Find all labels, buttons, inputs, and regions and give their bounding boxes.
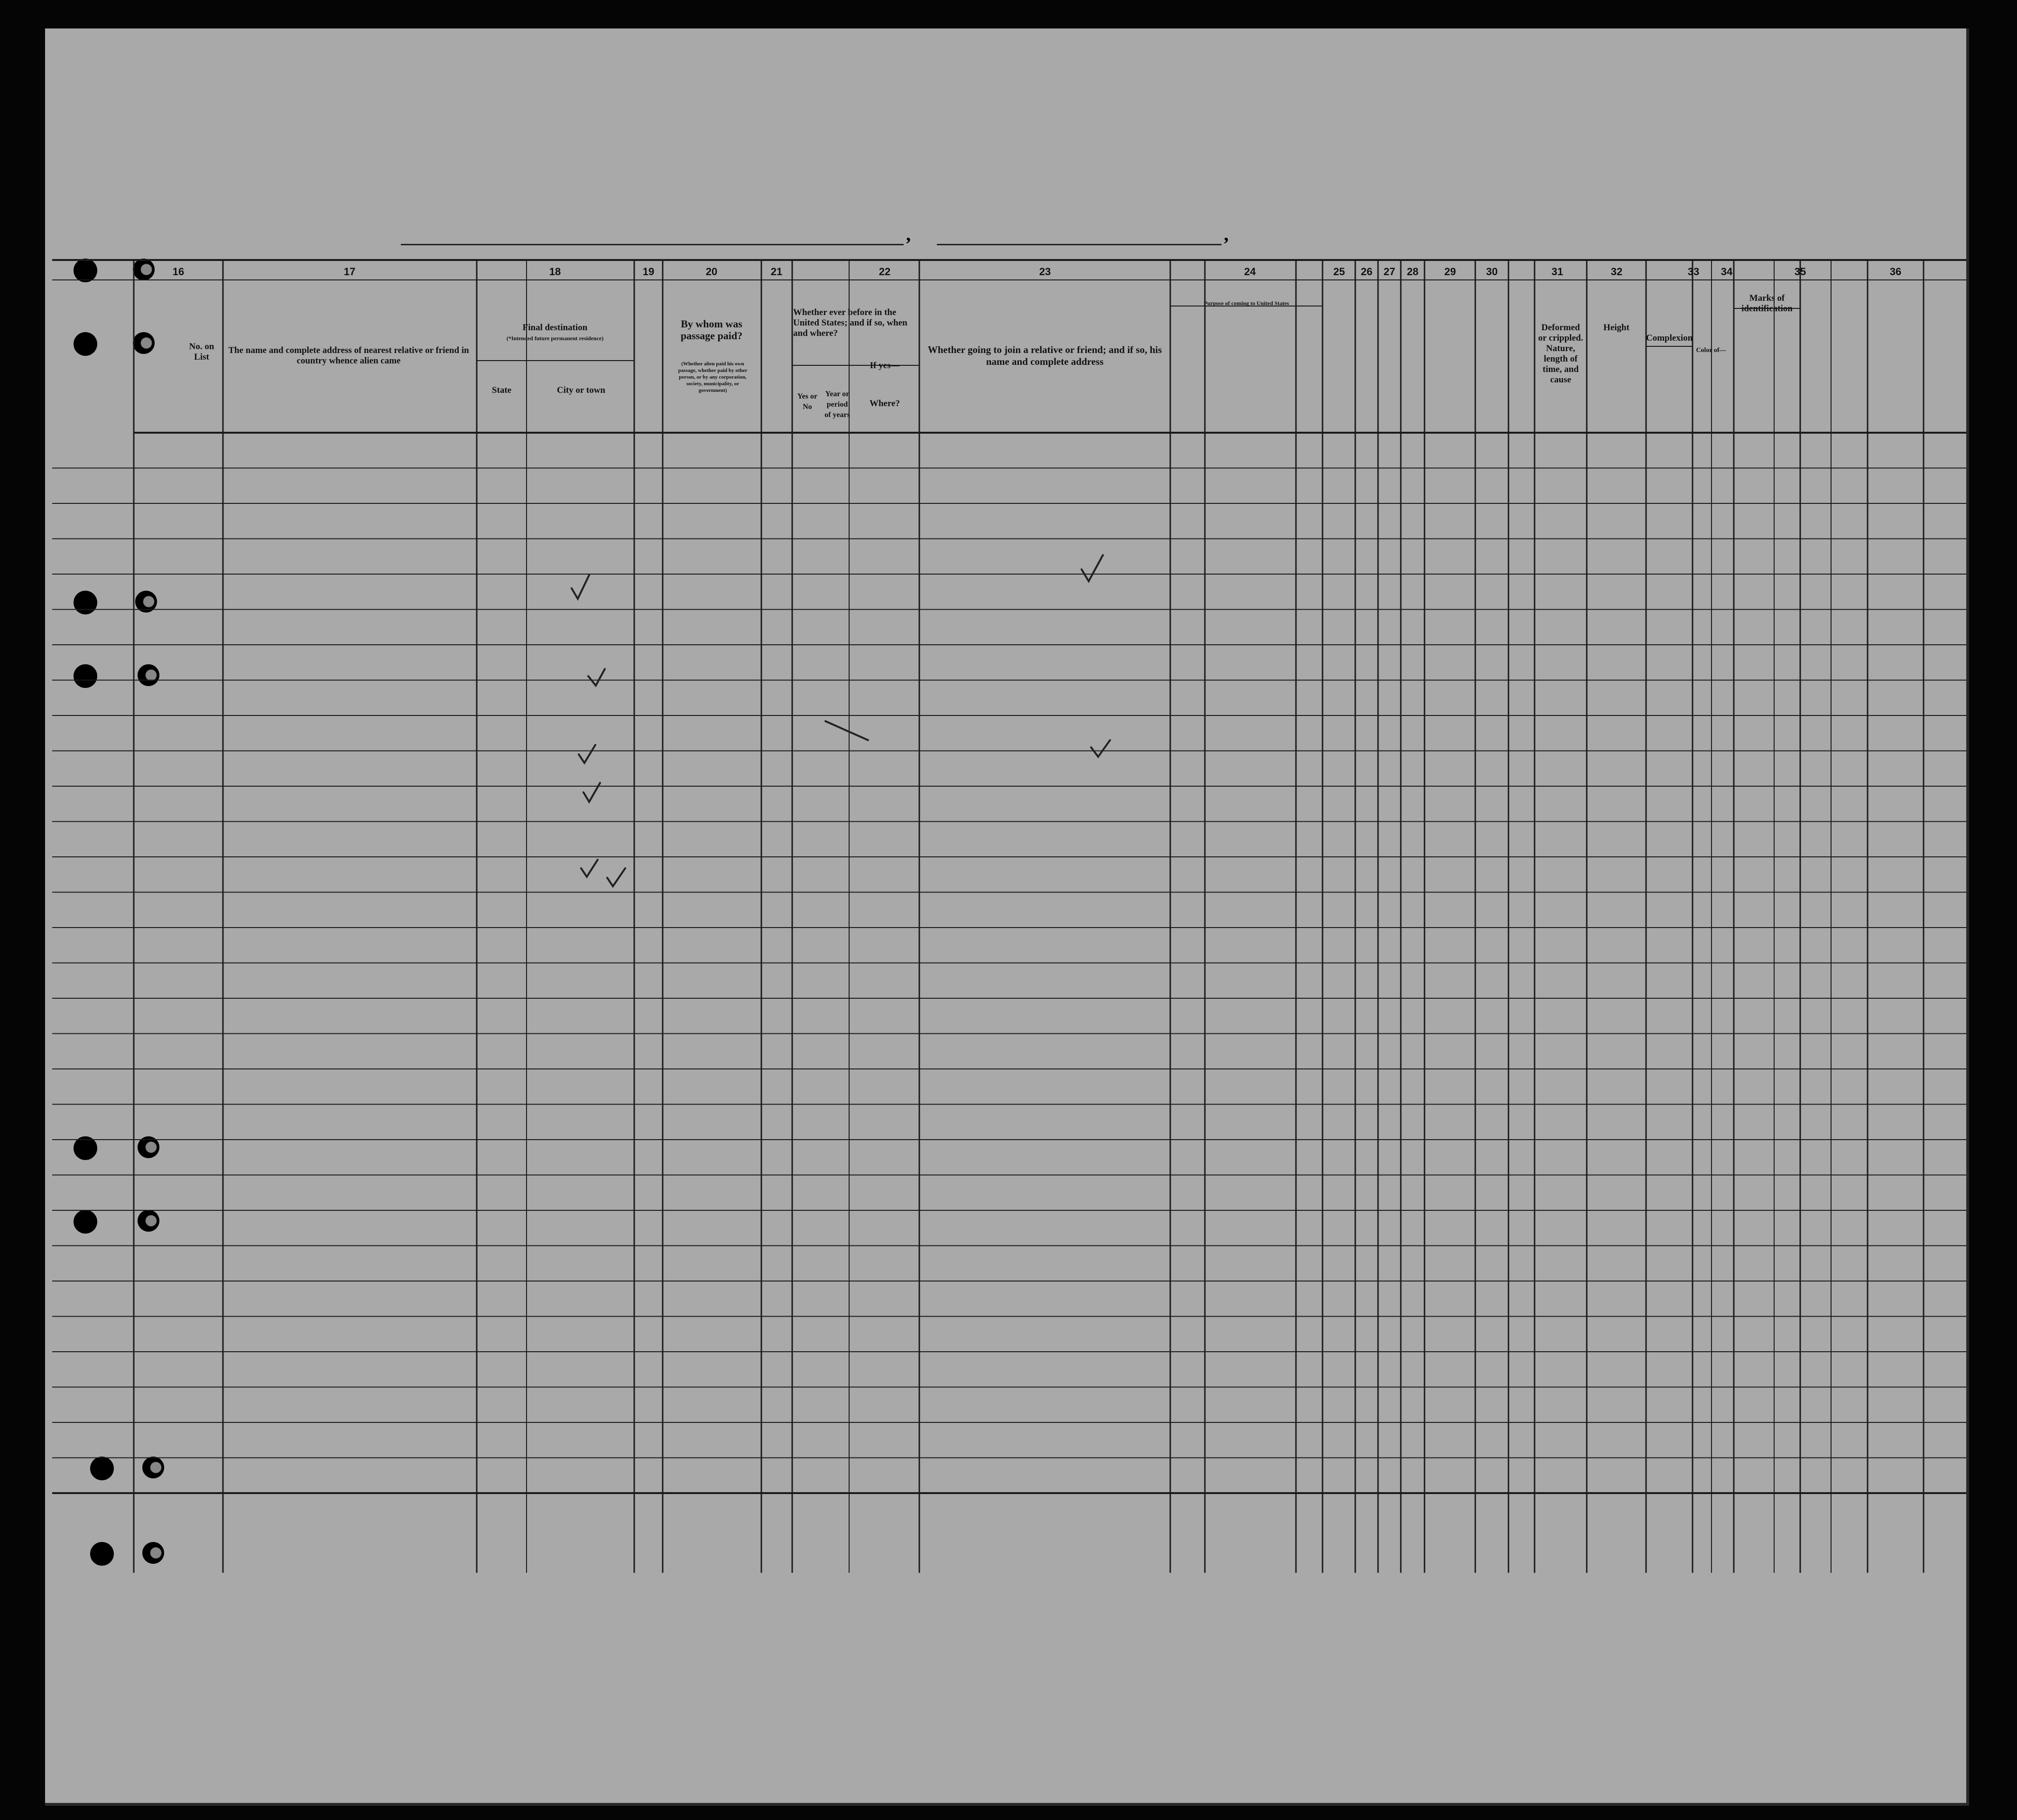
column-number: 33 [1687,266,1700,278]
comma-2: , [1224,223,1229,245]
column-number: 16 [172,266,185,278]
check-mark [572,575,589,599]
column-number: 36 [1889,266,1902,278]
check-mark [607,868,625,886]
col-before-where: Where? [869,399,900,409]
col-color-header: Marks of identification [1741,293,1793,314]
comma-1: , [906,223,911,245]
column-number: 20 [705,266,718,278]
column-number: 23 [1039,266,1051,278]
check-mark [588,669,605,686]
column-number: 21 [770,266,783,278]
col-before-header: Whether ever before in the United States; and if so, when and where? [793,307,907,338]
column-number: 24 [1244,266,1256,278]
column-number: 22 [879,266,891,278]
col-relative-header: The name and complete address of nearest relative or friend in country whence alien came [228,345,469,366]
check-mark [1082,555,1103,581]
col-height-header: Complexion [1646,333,1693,343]
column-number: 31 [1551,266,1564,278]
column-number: 28 [1406,266,1419,278]
column-number: 35 [1794,266,1806,278]
col-before-year: Year or period of years [824,390,850,419]
column-number: 18 [549,266,561,278]
col-complexion-header: Color of— [1696,347,1726,354]
column-number: 34 [1721,266,1733,278]
col-final-dest-sub: (*Intended future permanent residence) [506,335,604,342]
column-number: 32 [1610,266,1623,278]
column-number: 27 [1383,266,1396,278]
column-number: 25 [1333,266,1345,278]
check-mark [1091,740,1110,757]
pen-stroke [825,721,868,740]
col-paid-header: By whom was passage paid? [680,318,743,342]
col-final-dest-header: Final destination [522,323,588,333]
col-health-header: Deformed or crippled. Nature, length of time, and cause [1538,323,1583,385]
col-join-header: Whether going to join a relative or friend; and if so, his name and complete address [927,344,1162,367]
column-number: 19 [642,266,655,278]
check-mark [583,783,600,802]
check-mark [579,745,595,763]
col-before-yesno: Yes or No [797,392,818,411]
column-number: 26 [1360,266,1373,278]
column-number: 30 [1486,266,1498,278]
col-paid-sub: (Whether alien paid his own passage, whether paid by other person, or by any corporation, society, municipality, or government) [678,361,748,393]
check-mark [581,860,598,877]
col-city-header: City or town [556,385,606,395]
col-purpose-header: Purpose of coming to United States [1203,300,1289,306]
col-before-ifyes: If yes— [870,361,900,371]
col-no-on-list-header: No. on List [189,342,214,362]
col-deformed-header: Height [1603,323,1629,333]
column-number: 17 [343,266,356,278]
column-number: 29 [1444,266,1456,278]
col-state-header: State [491,385,512,395]
